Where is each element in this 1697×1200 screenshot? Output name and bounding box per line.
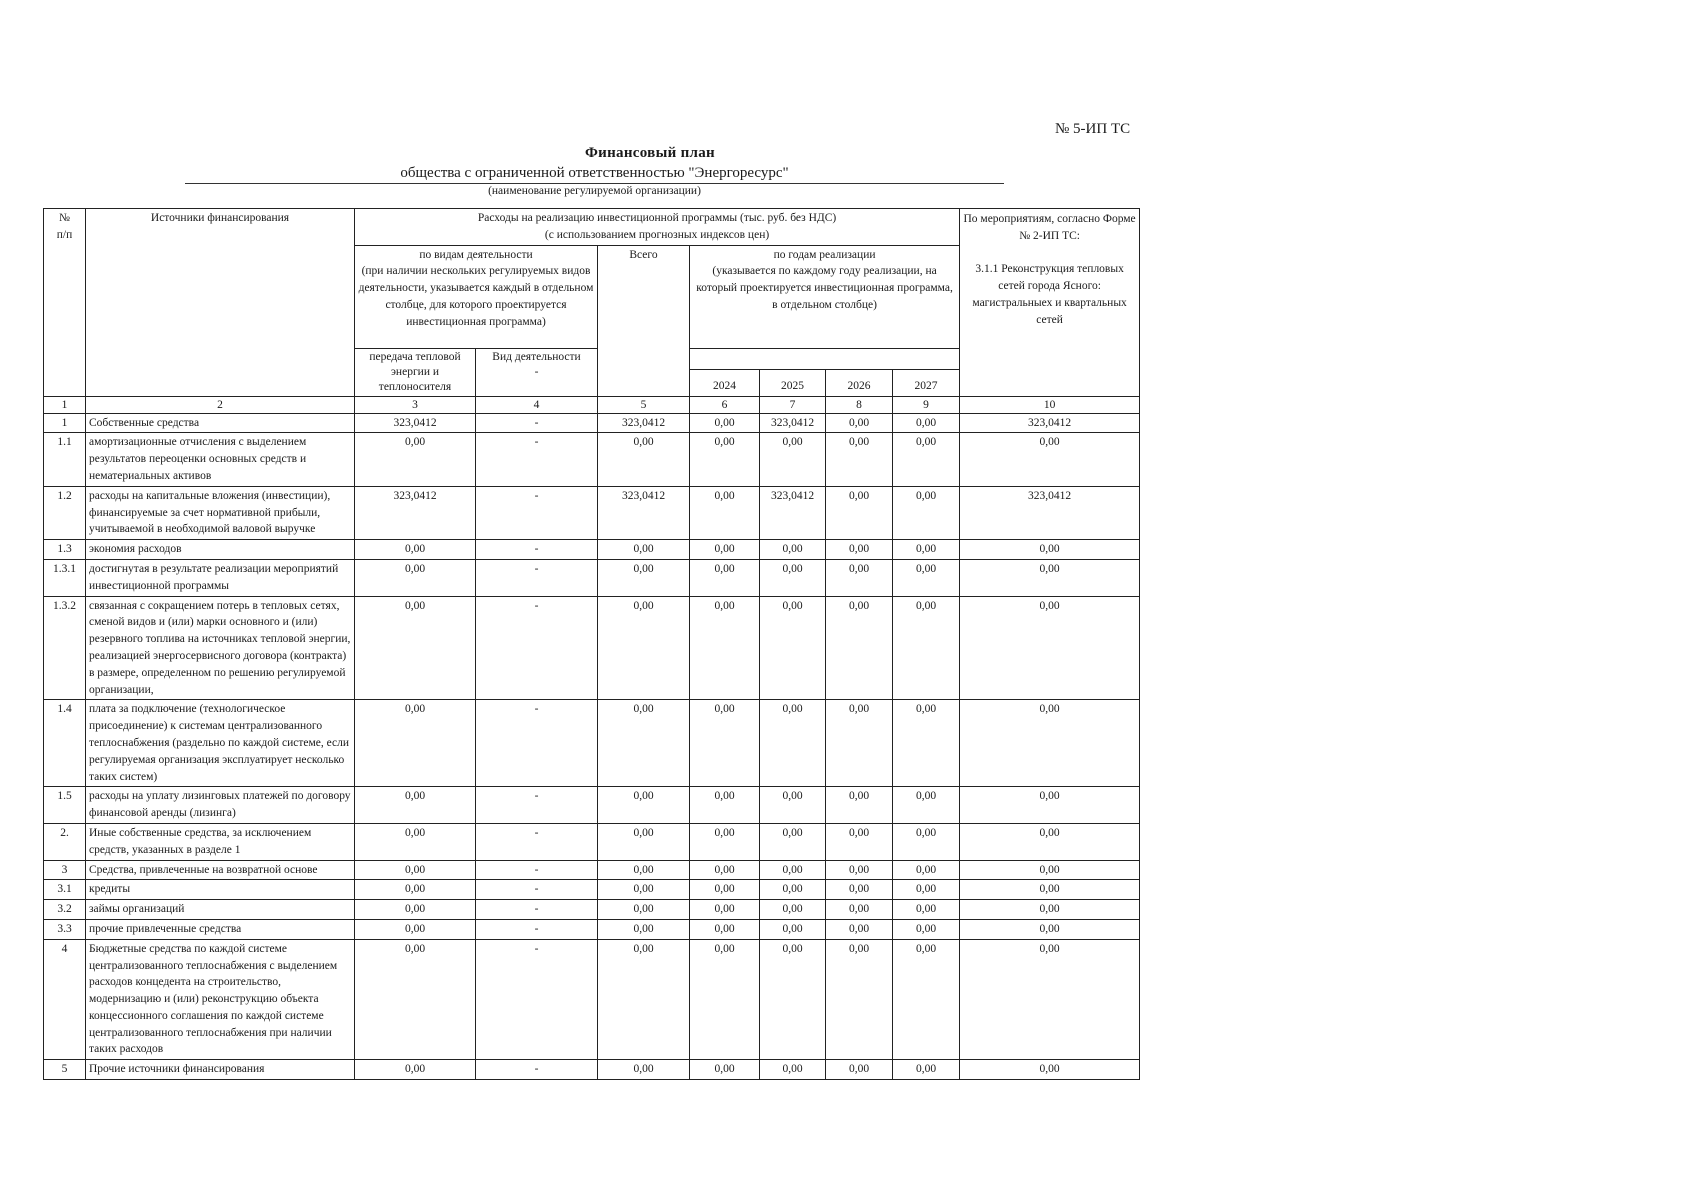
value-2026: 0,00 [826, 1060, 893, 1080]
value-2027: 0,00 [893, 1060, 960, 1080]
organization-name: общества с ограниченной ответственностью "Энергоресурс" [185, 164, 1004, 184]
value-by-measures: 0,00 [960, 700, 1140, 787]
row-source-name: экономия расходов [86, 540, 355, 560]
value-total: 0,00 [598, 596, 690, 700]
row-source-name: Бюджетные средства по каждой системе централизованного теплоснабжения с выделением расходов концедента на строительство, модернизацию и (или) реконструкцию объекта концессионного соглашения по каждой системе централизованного теплоснабжения при наличии таких расходов [86, 939, 355, 1060]
value-2025: 0,00 [760, 1060, 826, 1080]
value-activity-2: - [476, 559, 598, 596]
value-2026: 0,00 [826, 540, 893, 560]
header-year-2025: 2025 [760, 369, 826, 396]
table-row [44, 823, 1140, 860]
column-number: 10 [960, 396, 1140, 413]
value-activity-2: - [476, 1060, 598, 1080]
value-2026: 0,00 [826, 900, 893, 920]
value-activity-1: 0,00 [355, 700, 476, 787]
value-activity-1: 323,0412 [355, 413, 476, 433]
value-total: 0,00 [598, 433, 690, 486]
value-by-measures: 0,00 [960, 787, 1140, 824]
value-2024: 0,00 [690, 540, 760, 560]
table-row [44, 486, 1140, 539]
table-row [44, 787, 1140, 824]
value-2024: 0,00 [690, 939, 760, 1060]
value-by-measures: 0,00 [960, 900, 1140, 920]
row-number: 1.5 [44, 787, 86, 824]
value-2024: 0,00 [690, 823, 760, 860]
value-by-measures: 0,00 [960, 540, 1140, 560]
row-source-name: расходы на уплату лизинговых платежей по договору финансовой аренды (лизинга) [86, 787, 355, 824]
value-2025: 323,0412 [760, 413, 826, 433]
table-row [44, 433, 1140, 486]
value-2024: 0,00 [690, 413, 760, 433]
value-2027: 0,00 [893, 540, 960, 560]
header-years-spacer [690, 348, 960, 369]
table-row [44, 559, 1140, 596]
value-by-measures: 0,00 [960, 823, 1140, 860]
value-total: 0,00 [598, 1060, 690, 1080]
value-activity-1: 0,00 [355, 596, 476, 700]
value-2025: 0,00 [760, 787, 826, 824]
value-total: 0,00 [598, 823, 690, 860]
value-2025: 0,00 [760, 919, 826, 939]
value-by-measures: 0,00 [960, 1060, 1140, 1080]
value-activity-2: - [476, 900, 598, 920]
header-by-measures: По мероприятиям, согласно Форме № 2-ИП ТС: 3.1.1 Реконструкция тепловых сетей города Ясного: магистральныех и квартальных сетей [960, 209, 1140, 397]
value-activity-1: 0,00 [355, 900, 476, 920]
value-activity-2: - [476, 860, 598, 880]
value-activity-1: 0,00 [355, 919, 476, 939]
column-number: 5 [598, 396, 690, 413]
value-2026: 0,00 [826, 939, 893, 1060]
header-num: № п/п [44, 209, 86, 397]
table-row [44, 1060, 1140, 1080]
value-2026: 0,00 [826, 433, 893, 486]
header-row-1 [44, 209, 1140, 246]
value-activity-2: - [476, 880, 598, 900]
value-2025: 0,00 [760, 860, 826, 880]
value-activity-2: - [476, 540, 598, 560]
row-source-name: прочие привлеченные средства [86, 919, 355, 939]
row-number: 1.4 [44, 700, 86, 787]
value-2024: 0,00 [690, 900, 760, 920]
column-number: 8 [826, 396, 893, 413]
value-total: 0,00 [598, 939, 690, 1060]
value-2027: 0,00 [893, 559, 960, 596]
value-2026: 0,00 [826, 413, 893, 433]
value-by-measures: 0,00 [960, 880, 1140, 900]
value-2025: 323,0412 [760, 486, 826, 539]
value-activity-1: 0,00 [355, 823, 476, 860]
financial-plan-table [43, 208, 1140, 1080]
value-2024: 0,00 [690, 1060, 760, 1080]
row-number: 3.3 [44, 919, 86, 939]
table-row [44, 540, 1140, 560]
value-2024: 0,00 [690, 486, 760, 539]
row-source-name: Средства, привлеченные на возвратной основе [86, 860, 355, 880]
value-2024: 0,00 [690, 596, 760, 700]
value-activity-1: 0,00 [355, 540, 476, 560]
row-number: 1.1 [44, 433, 86, 486]
header-total: Всего [598, 245, 690, 396]
value-by-measures: 0,00 [960, 939, 1140, 1060]
value-by-measures: 0,00 [960, 559, 1140, 596]
value-2026: 0,00 [826, 860, 893, 880]
value-2024: 0,00 [690, 433, 760, 486]
table-row [44, 596, 1140, 700]
value-2025: 0,00 [760, 900, 826, 920]
value-2024: 0,00 [690, 700, 760, 787]
value-activity-2: - [476, 787, 598, 824]
value-total: 0,00 [598, 880, 690, 900]
value-2026: 0,00 [826, 596, 893, 700]
header-activity-2: Вид деятельности - [476, 348, 598, 396]
column-number: 3 [355, 396, 476, 413]
row-number: 1.3.1 [44, 559, 86, 596]
value-2027: 0,00 [893, 880, 960, 900]
table-row [44, 880, 1140, 900]
value-total: 0,00 [598, 900, 690, 920]
value-total: 0,00 [598, 559, 690, 596]
row-number: 5 [44, 1060, 86, 1080]
row-source-name: достигнутая в результате реализации мероприятий инвестиционной программы [86, 559, 355, 596]
value-2026: 0,00 [826, 486, 893, 539]
value-2024: 0,00 [690, 787, 760, 824]
value-total: 0,00 [598, 860, 690, 880]
header-by-activity: по видам деятельности (при наличии нескольких регулируемых видов деятельности, указывается каждый в отдельном столбце, для которого проектируется инвестиционная программа) [355, 245, 598, 348]
row-number: 1 [44, 413, 86, 433]
value-2025: 0,00 [760, 939, 826, 1060]
value-2027: 0,00 [893, 860, 960, 880]
value-activity-1: 0,00 [355, 880, 476, 900]
column-number: 9 [893, 396, 960, 413]
value-total: 323,0412 [598, 413, 690, 433]
row-number: 1.3 [44, 540, 86, 560]
value-2025: 0,00 [760, 823, 826, 860]
value-activity-1: 0,00 [355, 787, 476, 824]
value-2024: 0,00 [690, 880, 760, 900]
column-number: 4 [476, 396, 598, 413]
value-total: 0,00 [598, 700, 690, 787]
column-number: 1 [44, 396, 86, 413]
table-row [44, 700, 1140, 787]
table-row [44, 900, 1140, 920]
row-source-name: займы организаций [86, 900, 355, 920]
value-2024: 0,00 [690, 559, 760, 596]
header-year-2026: 2026 [826, 369, 893, 396]
row-source-name: Иные собственные средства, за исключением средств, указанных в разделе 1 [86, 823, 355, 860]
value-activity-2: - [476, 486, 598, 539]
value-by-measures: 323,0412 [960, 486, 1140, 539]
header-activity-1: передача тепловой энергии и теплоносителя [355, 348, 476, 396]
column-number-row [44, 396, 1140, 413]
value-activity-1: 0,00 [355, 559, 476, 596]
value-2026: 0,00 [826, 919, 893, 939]
row-number: 4 [44, 939, 86, 1060]
value-activity-1: 0,00 [355, 1060, 476, 1080]
table-row [44, 919, 1140, 939]
value-activity-1: 0,00 [355, 433, 476, 486]
value-2026: 0,00 [826, 559, 893, 596]
value-activity-1: 323,0412 [355, 486, 476, 539]
row-source-name: плата за подключение (технологическое присоединение) к системам централизованного теплоснабжения (раздельно по каждой системе, если регулируемая организация эксплуатирует несколько таких систем) [86, 700, 355, 787]
value-2025: 0,00 [760, 540, 826, 560]
value-2026: 0,00 [826, 823, 893, 860]
row-number: 1.3.2 [44, 596, 86, 700]
value-2027: 0,00 [893, 413, 960, 433]
row-source-name: амортизационные отчисления с выделением результатов переоценки основных средств и нематериальных активов [86, 433, 355, 486]
row-source-name: кредиты [86, 880, 355, 900]
value-2027: 0,00 [893, 900, 960, 920]
column-number: 6 [690, 396, 760, 413]
row-number: 3.1 [44, 880, 86, 900]
row-number: 3 [44, 860, 86, 880]
value-by-measures: 0,00 [960, 433, 1140, 486]
row-number: 2. [44, 823, 86, 860]
value-2027: 0,00 [893, 787, 960, 824]
value-2025: 0,00 [760, 559, 826, 596]
value-2027: 0,00 [893, 433, 960, 486]
value-2024: 0,00 [690, 860, 760, 880]
value-activity-2: - [476, 823, 598, 860]
value-2026: 0,00 [826, 700, 893, 787]
value-activity-1: 0,00 [355, 860, 476, 880]
value-2027: 0,00 [893, 486, 960, 539]
value-activity-2: - [476, 939, 598, 1060]
value-by-measures: 0,00 [960, 596, 1140, 700]
table-row [44, 413, 1140, 433]
form-number: № 5-ИП ТС [1055, 121, 1131, 137]
value-by-measures: 0,00 [960, 919, 1140, 939]
value-2025: 0,00 [760, 880, 826, 900]
value-2025: 0,00 [760, 433, 826, 486]
column-number: 7 [760, 396, 826, 413]
row-number: 1.2 [44, 486, 86, 539]
value-total: 0,00 [598, 919, 690, 939]
column-number: 2 [86, 396, 355, 413]
header-sources: Источники финансирования [86, 209, 355, 397]
header-year-2024: 2024 [690, 369, 760, 396]
value-2027: 0,00 [893, 823, 960, 860]
row-number: 3.2 [44, 900, 86, 920]
header-by-years: по годам реализации (указывается по каждому году реализации, на который проектируется инвестиционная программа, в отдельном столбце) [690, 245, 960, 348]
value-activity-2: - [476, 413, 598, 433]
value-total: 0,00 [598, 540, 690, 560]
value-2024: 0,00 [690, 919, 760, 939]
header-expenses: Расходы на реализацию инвестиционной программы (тыс. руб. без НДС) (с использованием прогнозных индексов цен) [355, 209, 960, 246]
value-activity-2: - [476, 700, 598, 787]
value-activity-2: - [476, 433, 598, 486]
row-source-name: связанная с сокращением потерь в тепловых сетях, сменой видов и (или) марки основного и (или) резервного топлива на источниках тепловой энергии, реализацией энергосервисного договора (контракта) в размере, определенном по решению регулируемой организации, [86, 596, 355, 700]
table-row [44, 860, 1140, 880]
value-2026: 0,00 [826, 787, 893, 824]
value-activity-1: 0,00 [355, 939, 476, 1060]
value-total: 323,0412 [598, 486, 690, 539]
value-total: 0,00 [598, 787, 690, 824]
value-activity-2: - [476, 919, 598, 939]
value-2025: 0,00 [760, 596, 826, 700]
document-title: Финансовый план [584, 145, 715, 161]
value-2027: 0,00 [893, 700, 960, 787]
value-2027: 0,00 [893, 939, 960, 1060]
value-by-measures: 323,0412 [960, 413, 1140, 433]
value-by-measures: 0,00 [960, 860, 1140, 880]
header-year-2027: 2027 [893, 369, 960, 396]
value-2027: 0,00 [893, 596, 960, 700]
value-2027: 0,00 [893, 919, 960, 939]
row-source-name: расходы на капитальные вложения (инвестиции), финансируемые за счет нормативной прибыли, учитываемой в необходимой валовой выручке [86, 486, 355, 539]
table-row [44, 939, 1140, 1060]
organization-caption: (наименование регулируемой организации) [488, 185, 701, 197]
value-2026: 0,00 [826, 880, 893, 900]
value-2025: 0,00 [760, 700, 826, 787]
row-source-name: Прочие источники финансирования [86, 1060, 355, 1080]
value-activity-2: - [476, 596, 598, 700]
row-source-name: Собственные средства [86, 413, 355, 433]
